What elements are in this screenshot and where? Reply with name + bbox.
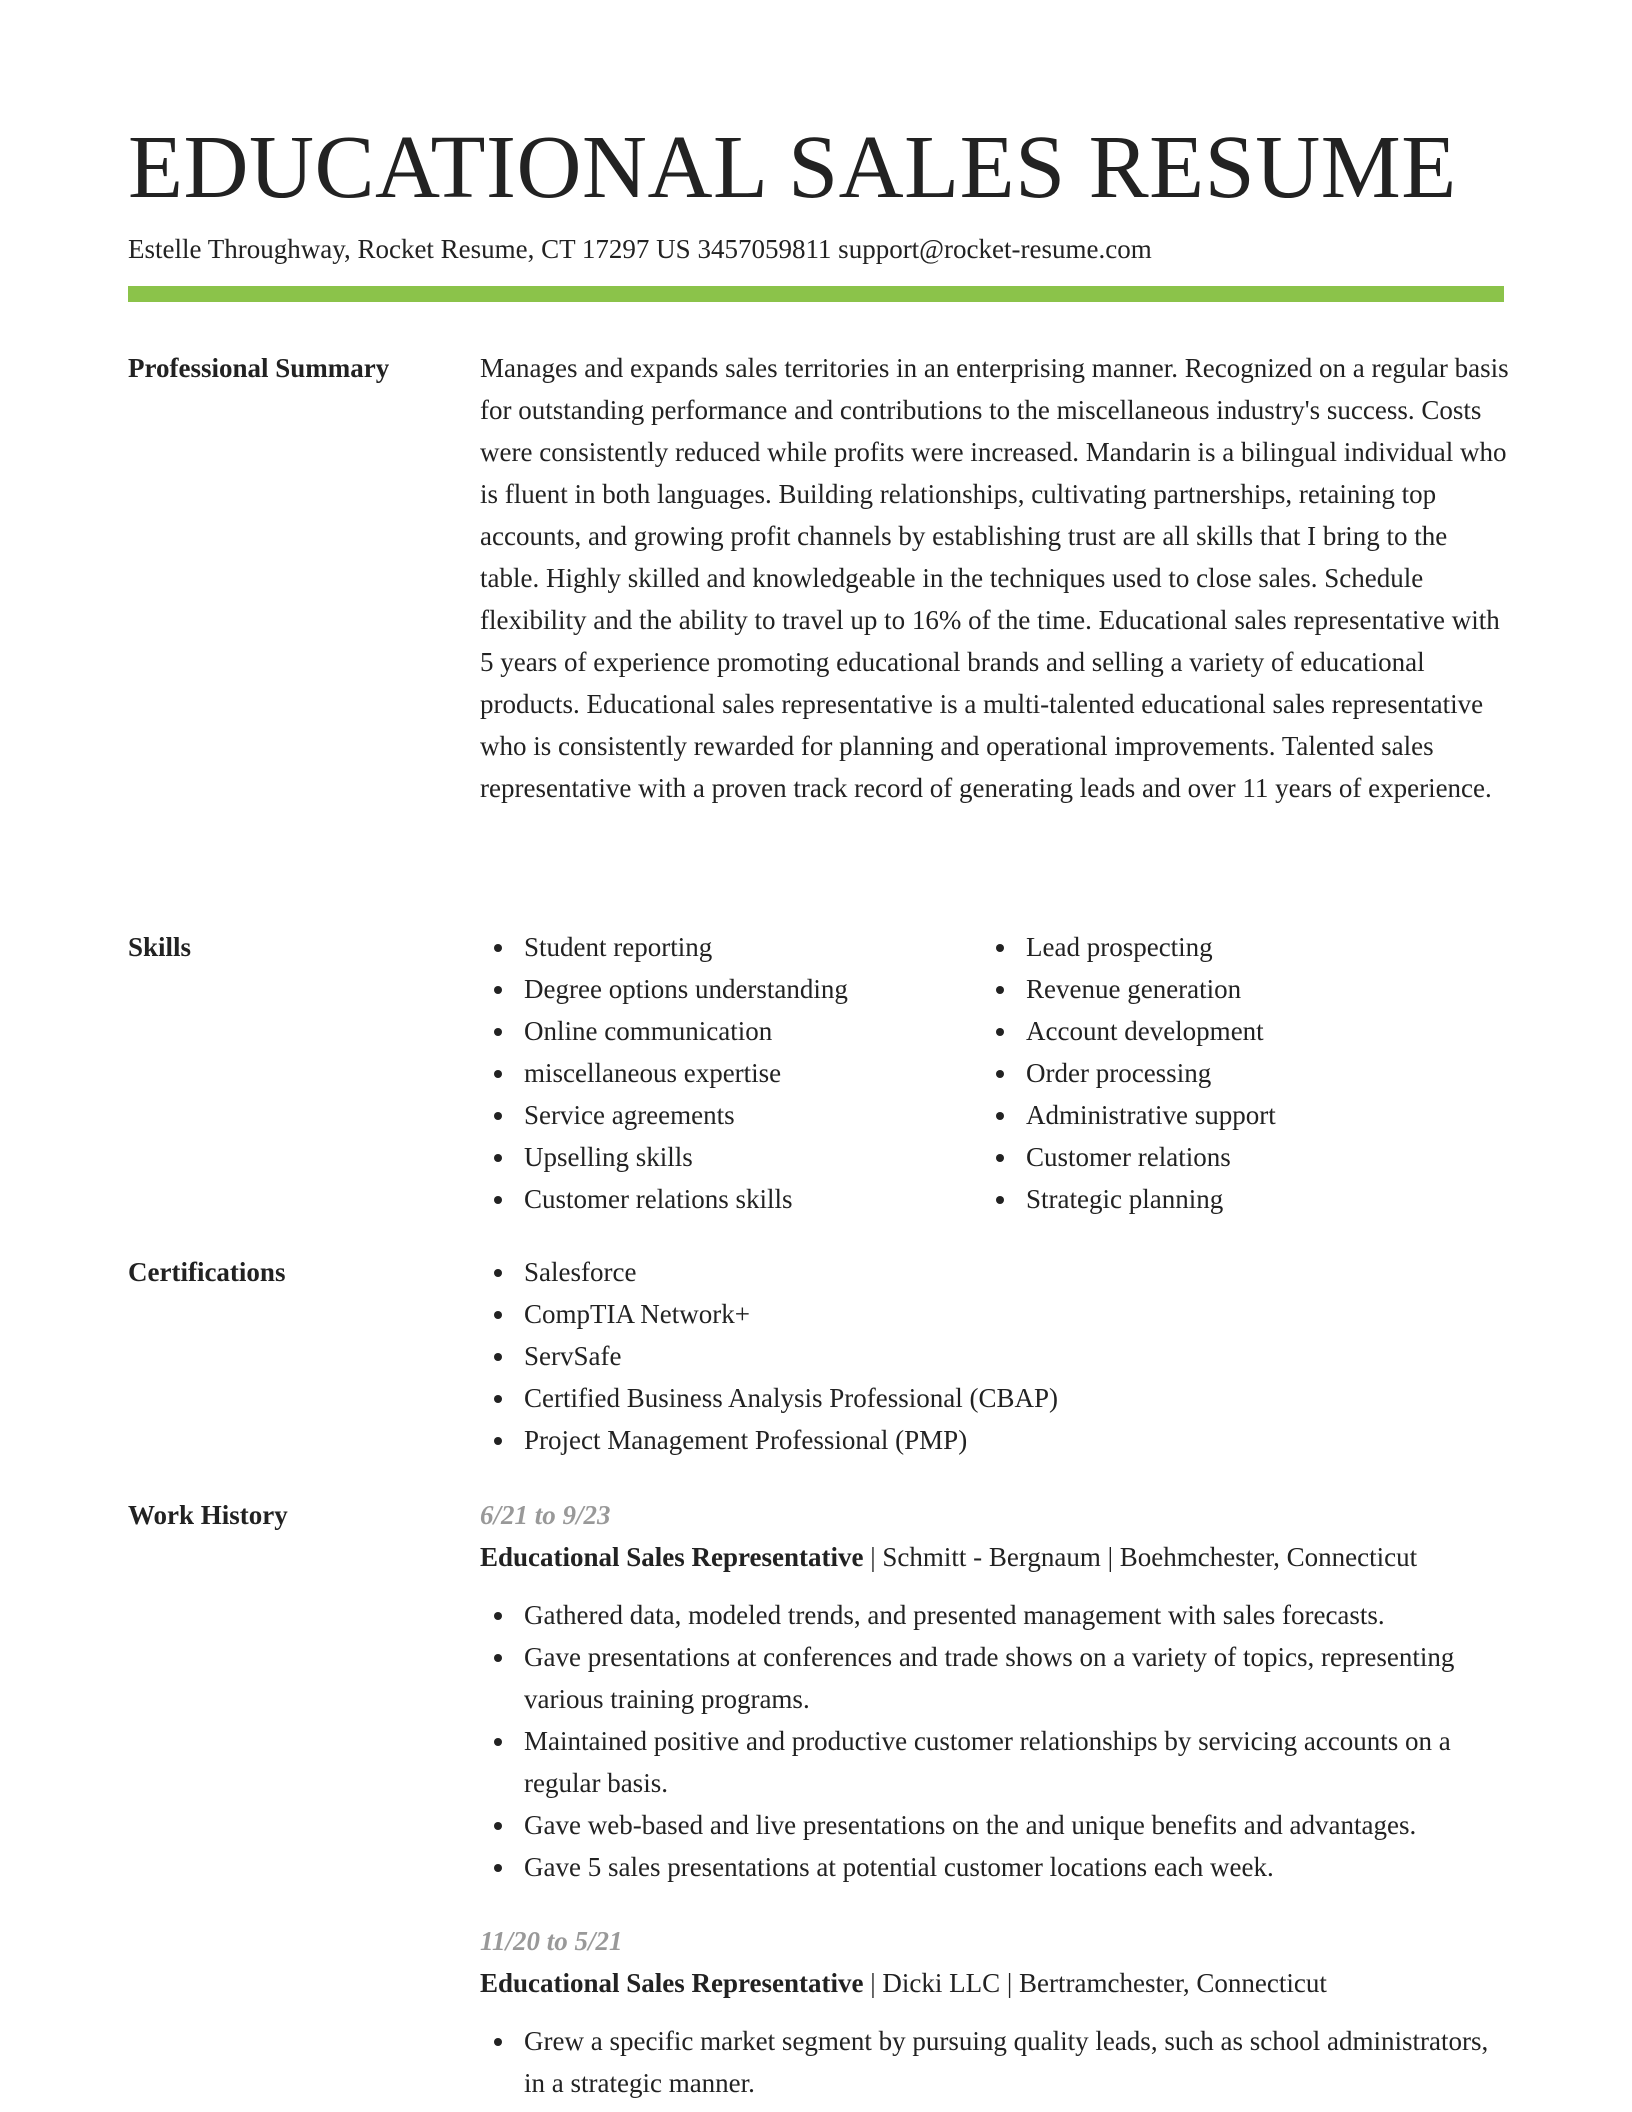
job-details: | Dicki LLC | Bertramchester, Connecticut <box>863 1968 1327 1998</box>
summary-content <box>480 347 1510 809</box>
certifications-content <box>480 1251 1504 1461</box>
skill-item: Administrative support <box>982 1094 1276 1136</box>
resume-title: EDUCATIONAL SALES RESUME <box>128 118 1457 217</box>
certification-item: ServSafe <box>480 1335 1504 1377</box>
skill-item: Strategic planning <box>982 1178 1276 1220</box>
summary-label: Professional Summary <box>128 353 390 383</box>
summary-text: Manages and expands sales territories in an enterprising manner. Recognized on a regular basis for outstanding performance and contributions to the miscellaneous industry's success. Costs were consistently reduced while profits were increased. Mandarin is a bilingual individual who is fluent in both languages. Building relationships, cultivating partnerships, retaining top accounts, and growing profit channels by establishing trust are all skills that I bring to the table. Highly skilled and knowledgeable in the techniques used to close sales. Schedule flexibility and the ability to travel up to 16% of the time. Educational sales representative with 5 years of experience promoting educational brands and selling a variety of educational products. Educational sales representative is a multi-talented educational sales representative who is consistently rewarded for planning and operational improvements. Talented sales representative with a proven track record of generating leads and over 11 years of experience. <box>480 353 1509 803</box>
skills-list-right <box>982 926 1276 1220</box>
job-details: | Schmitt - Bergnaum | Boehmchester, Connecticut <box>863 1542 1418 1572</box>
skills-content <box>480 926 1504 1220</box>
job-title: Educational Sales Representative <box>480 1542 864 1572</box>
skill-item: Service agreements <box>480 1094 848 1136</box>
certification-item: Certified Business Analysis Professional (CBAP) <box>480 1377 1504 1419</box>
skills-list-left <box>480 926 848 1220</box>
skill-item: Degree options understanding <box>480 968 848 1010</box>
job-bullet: Gave web-based and live presentations on the and unique benefits and advantages. <box>480 1804 1504 1846</box>
skill-item: Customer relations skills <box>480 1178 848 1220</box>
skill-item: Student reporting <box>480 926 848 968</box>
job-dates: 6/21 to 9/23 <box>480 1500 611 1530</box>
job-bullet-list <box>480 2020 1504 2104</box>
job-bullet: Gave presentations at conferences and trade shows on a variety of topics, representing various training programs. <box>480 1636 1504 1720</box>
job-bullet: Gave 5 sales presentations at potential customer locations each week. <box>480 1846 1504 1888</box>
skill-item: Online communication <box>480 1010 848 1052</box>
contact-line: Estelle Throughway, Rocket Resume, CT 17297 US 3457059811 support@rocket-resume.com <box>128 234 1152 264</box>
skill-item: Lead prospecting <box>982 926 1276 968</box>
certifications-label: Certifications <box>128 1257 286 1287</box>
skills-label: Skills <box>128 932 192 962</box>
work-history-content <box>480 1494 1504 2104</box>
work-history-label: Work History <box>128 1500 288 1530</box>
job-bullet-list <box>480 1594 1504 1888</box>
skill-item: Order processing <box>982 1052 1276 1094</box>
skill-item: Upselling skills <box>480 1136 848 1178</box>
certification-item: Project Management Professional (PMP) <box>480 1419 1504 1461</box>
job-entry <box>480 1494 1504 1888</box>
skill-item: miscellaneous expertise <box>480 1052 848 1094</box>
job-bullet: Maintained positive and productive customer relationships by servicing accounts on a regular basis. <box>480 1720 1504 1804</box>
certification-item: CompTIA Network+ <box>480 1293 1504 1335</box>
accent-divider <box>128 286 1504 302</box>
job-entry <box>480 1920 1504 2104</box>
job-bullet: Grew a specific market segment by pursuing quality leads, such as school administrators, in a strategic manner. <box>480 2020 1504 2104</box>
certifications-list <box>480 1251 1504 1461</box>
job-bullet: Gathered data, modeled trends, and presented management with sales forecasts. <box>480 1594 1504 1636</box>
job-heading <box>480 1536 1504 1578</box>
job-heading <box>480 1962 1504 2004</box>
skill-item: Customer relations <box>982 1136 1276 1178</box>
skill-item: Revenue generation <box>982 968 1276 1010</box>
skill-item: Account development <box>982 1010 1276 1052</box>
job-title: Educational Sales Representative <box>480 1968 864 1998</box>
job-dates: 11/20 to 5/21 <box>480 1926 623 1956</box>
certification-item: Salesforce <box>480 1251 1504 1293</box>
